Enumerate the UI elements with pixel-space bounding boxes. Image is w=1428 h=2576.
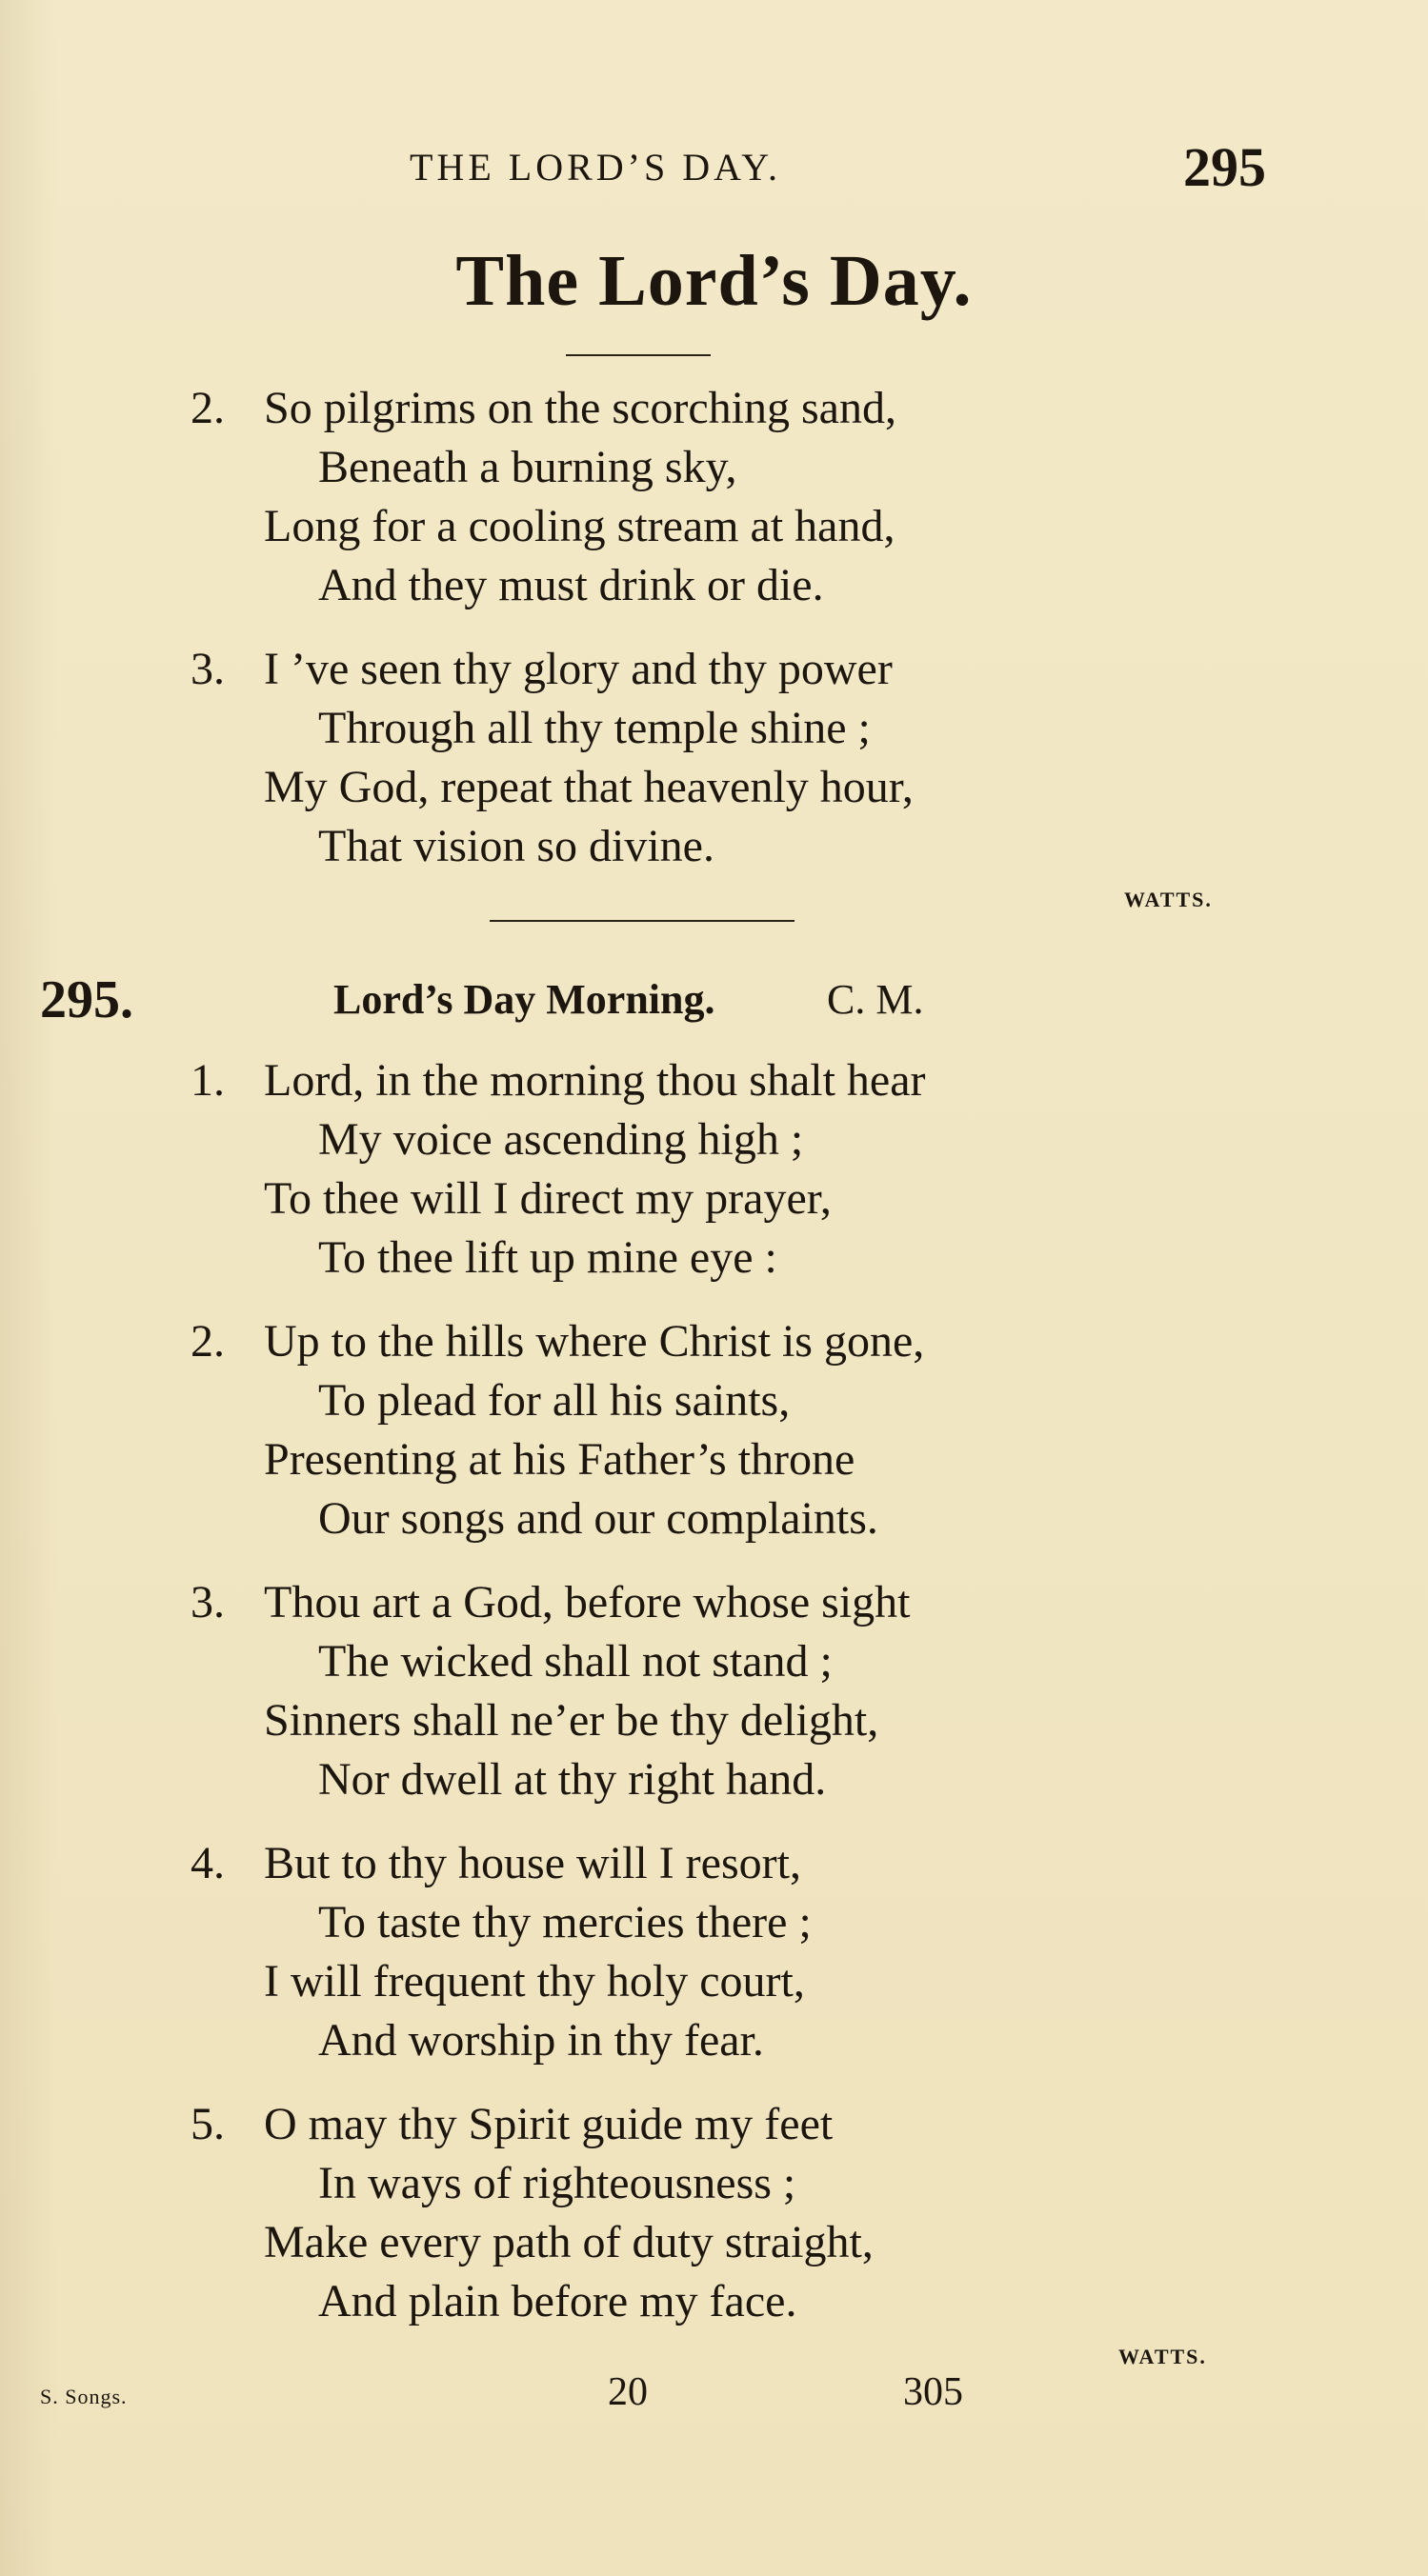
- stanza-line: To thee will I direct my prayer,: [264, 1173, 832, 1224]
- hymn-attribution: WATTS.: [1118, 2345, 1207, 2368]
- stanza-line: And worship in thy fear.: [318, 2015, 764, 2066]
- stanza-line: And plain before my face.: [318, 2276, 797, 2326]
- stanza-line: And they must drink or die.: [318, 560, 824, 610]
- stanza-line: To thee lift up mine eye :: [318, 1232, 777, 1283]
- stanza-number: 4.: [191, 1838, 225, 1888]
- stanza-line: O may thy Spirit guide my feet: [264, 2099, 834, 2149]
- running-title: THE LORD’S DAY.: [410, 146, 782, 189]
- prev-stanza-2: [191, 379, 896, 615]
- stanza-line: But to thy house will I resort,: [264, 1838, 801, 1888]
- stanza-line: Lord, in the morning thou shalt hear: [264, 1055, 926, 1106]
- stanza-number: 2.: [191, 383, 225, 433]
- section-title: The Lord’s Day.: [455, 241, 973, 321]
- stanza-number: 5.: [191, 2099, 225, 2149]
- stanza-line: Thou art a God, before whose sight: [264, 1577, 911, 1627]
- stanza-line: Through all thy temple shine ;: [318, 703, 871, 753]
- hymn-meter: C. M.: [827, 976, 924, 1023]
- stanza-4: [191, 1834, 812, 2070]
- stanza-2: [191, 1312, 924, 1548]
- stanza-number: 3.: [191, 1577, 225, 1627]
- stanza-1: [191, 1051, 926, 1288]
- stanza-line: The wicked shall not stand ;: [318, 1636, 833, 1687]
- stanza-line: That vision so divine.: [318, 821, 714, 871]
- page-number: 295: [1183, 136, 1266, 198]
- stanza-line: Our songs and our complaints.: [318, 1493, 878, 1544]
- stanza-line: Sinners shall ne’er be thy delight,: [264, 1695, 879, 1746]
- stanza-line: Presenting at his Father’s throne: [264, 1434, 855, 1485]
- title-rule: [566, 354, 711, 356]
- stanza-line: Beneath a burning sky,: [318, 442, 737, 492]
- stanza-line: I will frequent thy holy court,: [264, 1956, 805, 2007]
- hymn-number: 295.: [40, 970, 133, 1029]
- footer-signature: S. Songs.: [40, 2385, 128, 2408]
- hymn-title: Lord’s Day Morning.: [333, 976, 715, 1023]
- stanza-5: [191, 2095, 874, 2331]
- stanza-line: In ways of righteousness ;: [318, 2158, 796, 2208]
- stanza-line: Make every path of duty straight,: [264, 2217, 874, 2267]
- prev-stanza-3: [191, 640, 914, 876]
- stanza-line: I ’ve seen thy glory and thy power: [264, 644, 893, 694]
- footer-number: 305: [903, 2370, 963, 2414]
- prev-attribution: WATTS.: [1124, 888, 1213, 911]
- stanza-line: My God, repeat that heavenly hour,: [264, 762, 914, 812]
- stanza-line: Nor dwell at thy right hand.: [318, 1754, 827, 1805]
- stanza-number: 1.: [191, 1055, 225, 1106]
- footer-sheet-number: 20: [608, 2370, 648, 2414]
- stanza-number: 2.: [191, 1316, 225, 1367]
- stanza-line: Long for a cooling stream at hand,: [264, 501, 895, 551]
- stanza-3: [191, 1573, 911, 1809]
- stanza-line: To plead for all his saints,: [318, 1375, 791, 1426]
- stanza-line: So pilgrims on the scorching sand,: [264, 383, 896, 433]
- hymn-separator-rule: [490, 920, 794, 922]
- stanza-number: 3.: [191, 644, 225, 694]
- stanza-line: My voice ascending high ;: [318, 1114, 804, 1165]
- stanza-line: To taste thy mercies there ;: [318, 1897, 812, 1947]
- stanza-line: Up to the hills where Christ is gone,: [264, 1316, 925, 1367]
